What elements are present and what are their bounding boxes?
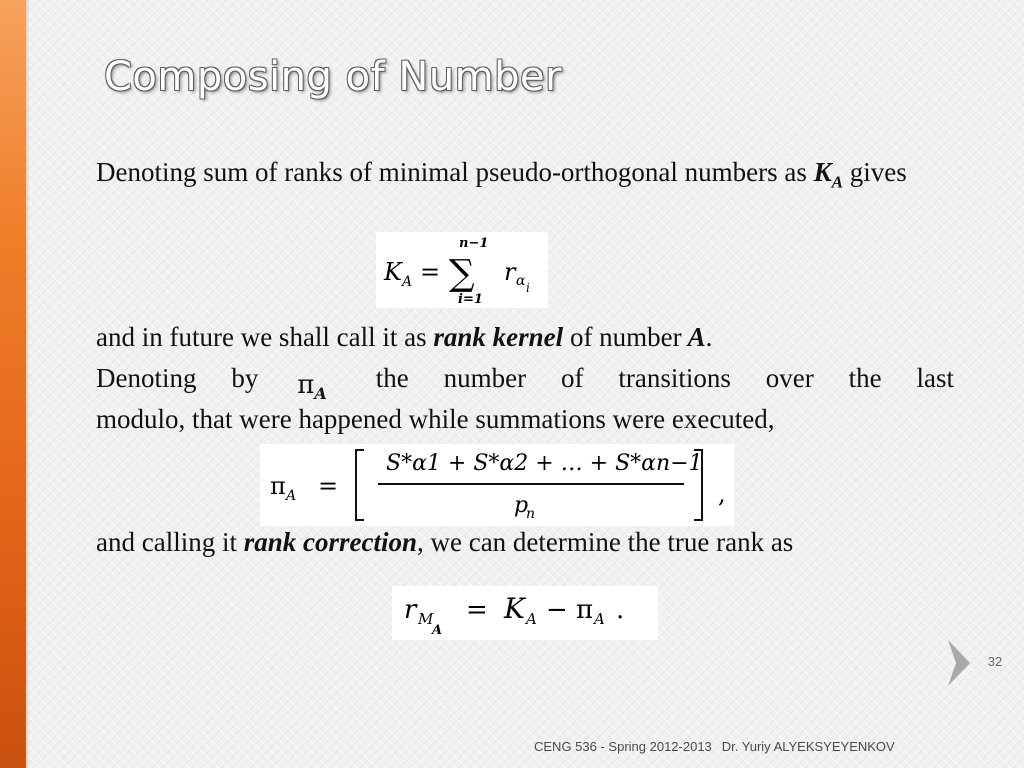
left-accent-shadow [26,0,30,768]
formula1-lhs-base: K [384,258,402,286]
formula2-denominator-sub: n [526,506,536,522]
formula1-sigma: ∑ [449,253,475,294]
formula2-lhs-base: π [270,472,286,500]
paragraph-text-end: gives [849,157,907,187]
term-rank-kernel: rank kernel [433,322,564,352]
formula-true-rank-svg [392,586,658,640]
paragraph-text: and in future we shall call it as [96,322,427,352]
period: . [705,322,713,352]
formula-rank-correction-svg [260,444,734,526]
paragraph-rank-correction [96,522,954,563]
formula1-term-sub: α [516,273,526,289]
paragraph-text: modulo, that were happened while summations were executed, [96,404,775,434]
formula3-lhs-base: r [404,595,417,625]
formula2-lhs-sub: A [286,488,297,504]
paragraph-text: and calling it [96,527,237,557]
formula-true-rank [392,586,658,640]
formula2-trailing: , [718,480,726,508]
paragraph-text-end: the number of transitions over the last [375,363,955,393]
chevron-right-icon[interactable] [944,638,974,693]
formula3-minus: − [546,595,568,625]
paragraph-ka-definition [96,152,954,202]
left-accent-bar [0,0,26,768]
formula1-term-subsub: i [526,281,530,295]
formula2-denominator-base: p [514,493,529,518]
formula3-end: . [616,595,625,625]
term-rank-correction: rank correction [243,527,417,557]
formula3-equals: = [466,595,488,625]
paragraph-text-end: , we can determine the true rank as [416,527,794,557]
formula-rank-correction [260,444,734,526]
formula1-sum-upper: n−1 [459,236,489,251]
formula3-pi: π [576,595,594,625]
page-number: 32 [987,654,1003,669]
formula1-term-base: r [504,258,516,286]
formula-rank-kernel-svg [376,232,548,308]
paragraph-text: Denoting sum of ranks of minimal pseudo-orthogonal numbers as [96,157,807,187]
pi-base: π [297,370,315,400]
formula3-lhs-sub: M [418,610,434,628]
paragraph-text-mid: of number [569,322,682,352]
formula3-k: K [504,592,525,625]
slide-footer [534,739,895,754]
formula-rank-kernel [376,232,548,308]
formula1-lhs-sub: A [402,274,413,290]
formula2-left-bracket [356,450,364,520]
paragraph-rank-kernel [96,317,954,358]
ka-symbol: K [813,157,832,187]
footer-course: CENG 536 - Spring 2012-2013 [534,739,712,754]
formula2-equals: = [318,472,339,500]
paragraph-text: Denoting by [96,363,259,393]
formula2-numerator: S*α1 + S*α2 + … + S*αn−1 [386,451,703,476]
paragraph-pi-line2 [96,399,954,440]
ka-subscript: A [831,172,843,192]
formula3-pi-sub: A [594,610,605,628]
pi-sub: A [314,384,327,404]
formula3-lhs-subsub: A [432,623,443,638]
footer-author: Dr. Yuriy ALYEKSYEYENKOV [721,739,895,754]
number-a-symbol: A [687,322,706,352]
formula1-sum-lower: i=1 [458,292,483,307]
slide-title: Composing of Number [104,54,563,100]
formula3-k-sub: A [526,610,537,628]
formula1-equals: = [420,258,441,286]
